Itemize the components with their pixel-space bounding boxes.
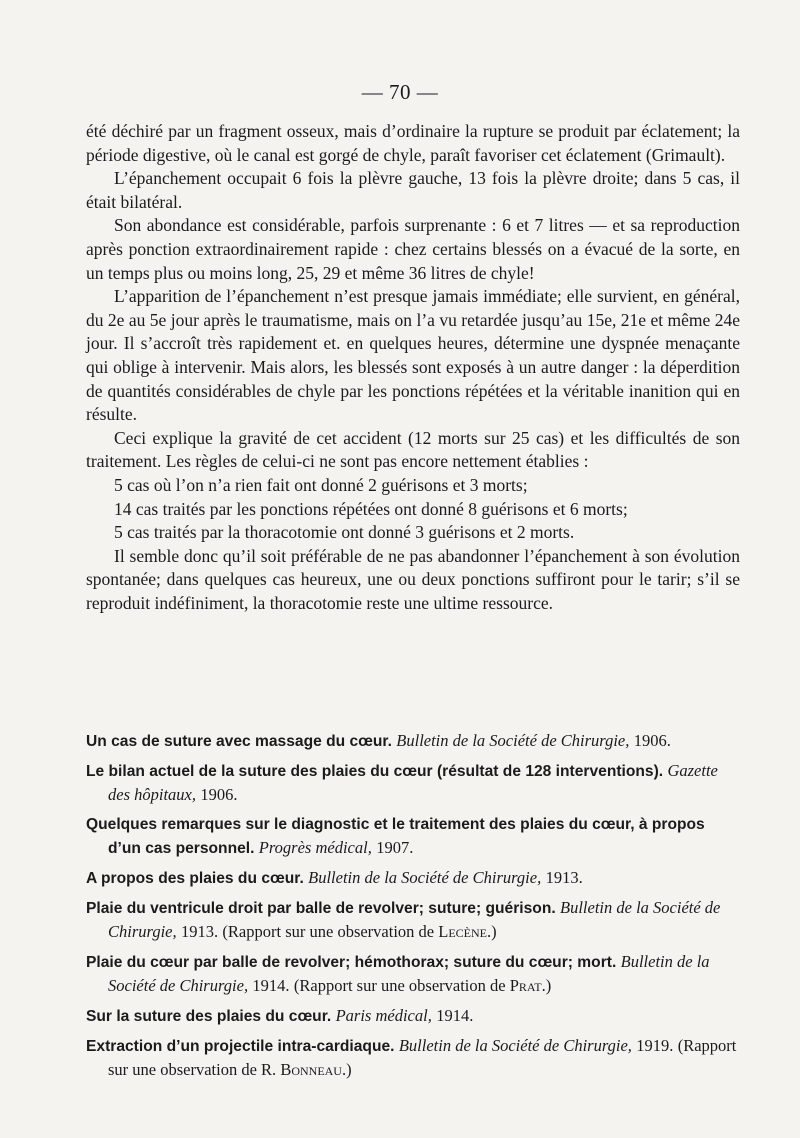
reference-note-suffix: .) <box>541 976 552 995</box>
list-item: 5 cas où l’on n’a rien fait ont donné 2 guérisons et 3 morts; <box>114 474 528 495</box>
page-number: — 70 — <box>361 80 439 104</box>
reference-title: Un cas de suture avec massage du cœur. <box>86 733 392 750</box>
reference-year: 1914. <box>436 1006 474 1025</box>
paragraph: été déchiré par un fragment osseux, mais d’ordinaire la rupture se produit par éclatement; la période digestive, où le canal est gorgé de chyle, paraît favoriser cet éclatement (Grimault). <box>86 121 740 165</box>
reference-author: Bonneau <box>280 1060 342 1079</box>
reference-year: 1913. <box>180 922 219 941</box>
list-item: 5 cas traités par la thoracotomie ont donné 3 guérisons et 2 morts. <box>114 522 575 543</box>
paragraph: Il semble donc qu’il soit préférable de ne pas abandonner l’épanchement à son évolution spontanée; dans quelques cas heureux, une ou deux ponctions suffiront pour le tarir; s’il se reproduit indéfiniment, la thoracotomie reste une ultime ressource. <box>86 545 740 613</box>
reference-title: Plaie du ventricule droit par balle de revolver; suture; guérison. <box>86 900 556 917</box>
reference-note <box>294 976 551 995</box>
reference-title: A propos des plaies du cœur. <box>86 870 304 887</box>
reference-title: Sur la suture des plaies du cœur. <box>86 1008 332 1025</box>
reference-title: Le bilan actuel de la suture des plaies du cœur (résultat de 128 interventions). <box>86 763 664 780</box>
paragraph: L’épanchement occupait 6 fois la plèvre gauche, 13 fois la plèvre droite; dans 5 cas, il était bilatéral. <box>86 168 740 212</box>
reference-journal: Bulletin de la Société de Chirurgie, <box>308 868 542 887</box>
reference-author: Prat <box>509 976 542 995</box>
reference-year: 1907. <box>376 838 414 857</box>
reference-note <box>222 922 496 941</box>
reference-item <box>86 1004 740 1028</box>
reference-item <box>86 729 740 753</box>
reference-note-prefix: (Rapport sur une observation de <box>293 976 506 995</box>
reference-item <box>86 866 740 890</box>
reference-journal: Bulletin de la Société de Chirurgie, <box>396 731 630 750</box>
reference-journal: Bulletin de la Société de Chirurgie, <box>108 898 721 941</box>
reference-year: 1913. <box>545 868 583 887</box>
paragraph: Ceci explique la gravité de cet accident (12 morts sur 25 cas) et les difficultés de son traitement. Les règles de celui-ci ne sont pas encore nettement établies : <box>86 427 740 472</box>
reference-year: 1906. <box>200 785 238 804</box>
reference-item <box>86 813 740 860</box>
reference-note-suffix: .) <box>341 1060 352 1079</box>
reference-year: 1906. <box>633 731 671 750</box>
reference-item <box>86 759 740 807</box>
reference-journal: Progrès médical, <box>258 838 372 857</box>
reference-note-prefix: (Rapport sur une observation de R. <box>108 1036 737 1079</box>
reference-year: 1914. <box>252 976 290 995</box>
reference-note-suffix: .) <box>487 922 497 941</box>
bibliography-list <box>86 729 740 1088</box>
reference-journal: Bulletin de la Société de Chirurgie, <box>108 952 710 995</box>
paragraph: Son abondance est considérable, parfois surprenante : 6 et 7 litres — et sa reproduction après ponction extraordinairement rapide : chez certains blessés on a évacué de la sorte, en un temps plus ou moins long, 25, 29 et même 36 litres de chyle! <box>86 215 740 283</box>
reference-author: Lecène <box>438 922 487 941</box>
list-item: 14 cas traités par les ponctions répétées ont donné 8 guérisons et 6 morts; <box>114 498 628 519</box>
reference-note-prefix: (Rapport sur une observation de <box>222 922 435 941</box>
reference-item <box>86 1034 740 1082</box>
paragraph: L’apparition de l’épanchement n’est presque jamais immédiate; elle survient, en général, du 2e au 5e jour après le traumatisme, mais on l’a vu retardée jusqu’au 15e, 21e et même 24e jour. Il s’accroît très rapidement et. en quelques heures, détermine une dyspnée menaçante qui oblige à intervenir. Mais alors, les blessés sont exposés à un autre danger : la déperdition de quantités considérables de chyle par les ponctions répétées et la véritable inanition qui en résulte. <box>86 286 740 425</box>
reference-journal: Paris médical, <box>335 1006 432 1025</box>
reference-year: 1919. <box>636 1036 674 1055</box>
reference-title: Extraction d’un projectile intra-cardiaque. <box>86 1038 395 1055</box>
reference-item <box>86 896 740 944</box>
reference-journal: Gazette des hôpitaux, <box>108 761 718 804</box>
reference-title: Quelques remarques sur le diagnostic et le traitement des plaies du cœur, à propos d’un cas personnel. <box>86 816 705 857</box>
body-text <box>86 120 740 615</box>
reference-title: Plaie du cœur par balle de revolver; hémothorax; suture du cœur; mort. <box>86 954 617 971</box>
reference-item <box>86 950 740 998</box>
reference-journal: Bulletin de la Société de Chirurgie, <box>398 1036 632 1055</box>
